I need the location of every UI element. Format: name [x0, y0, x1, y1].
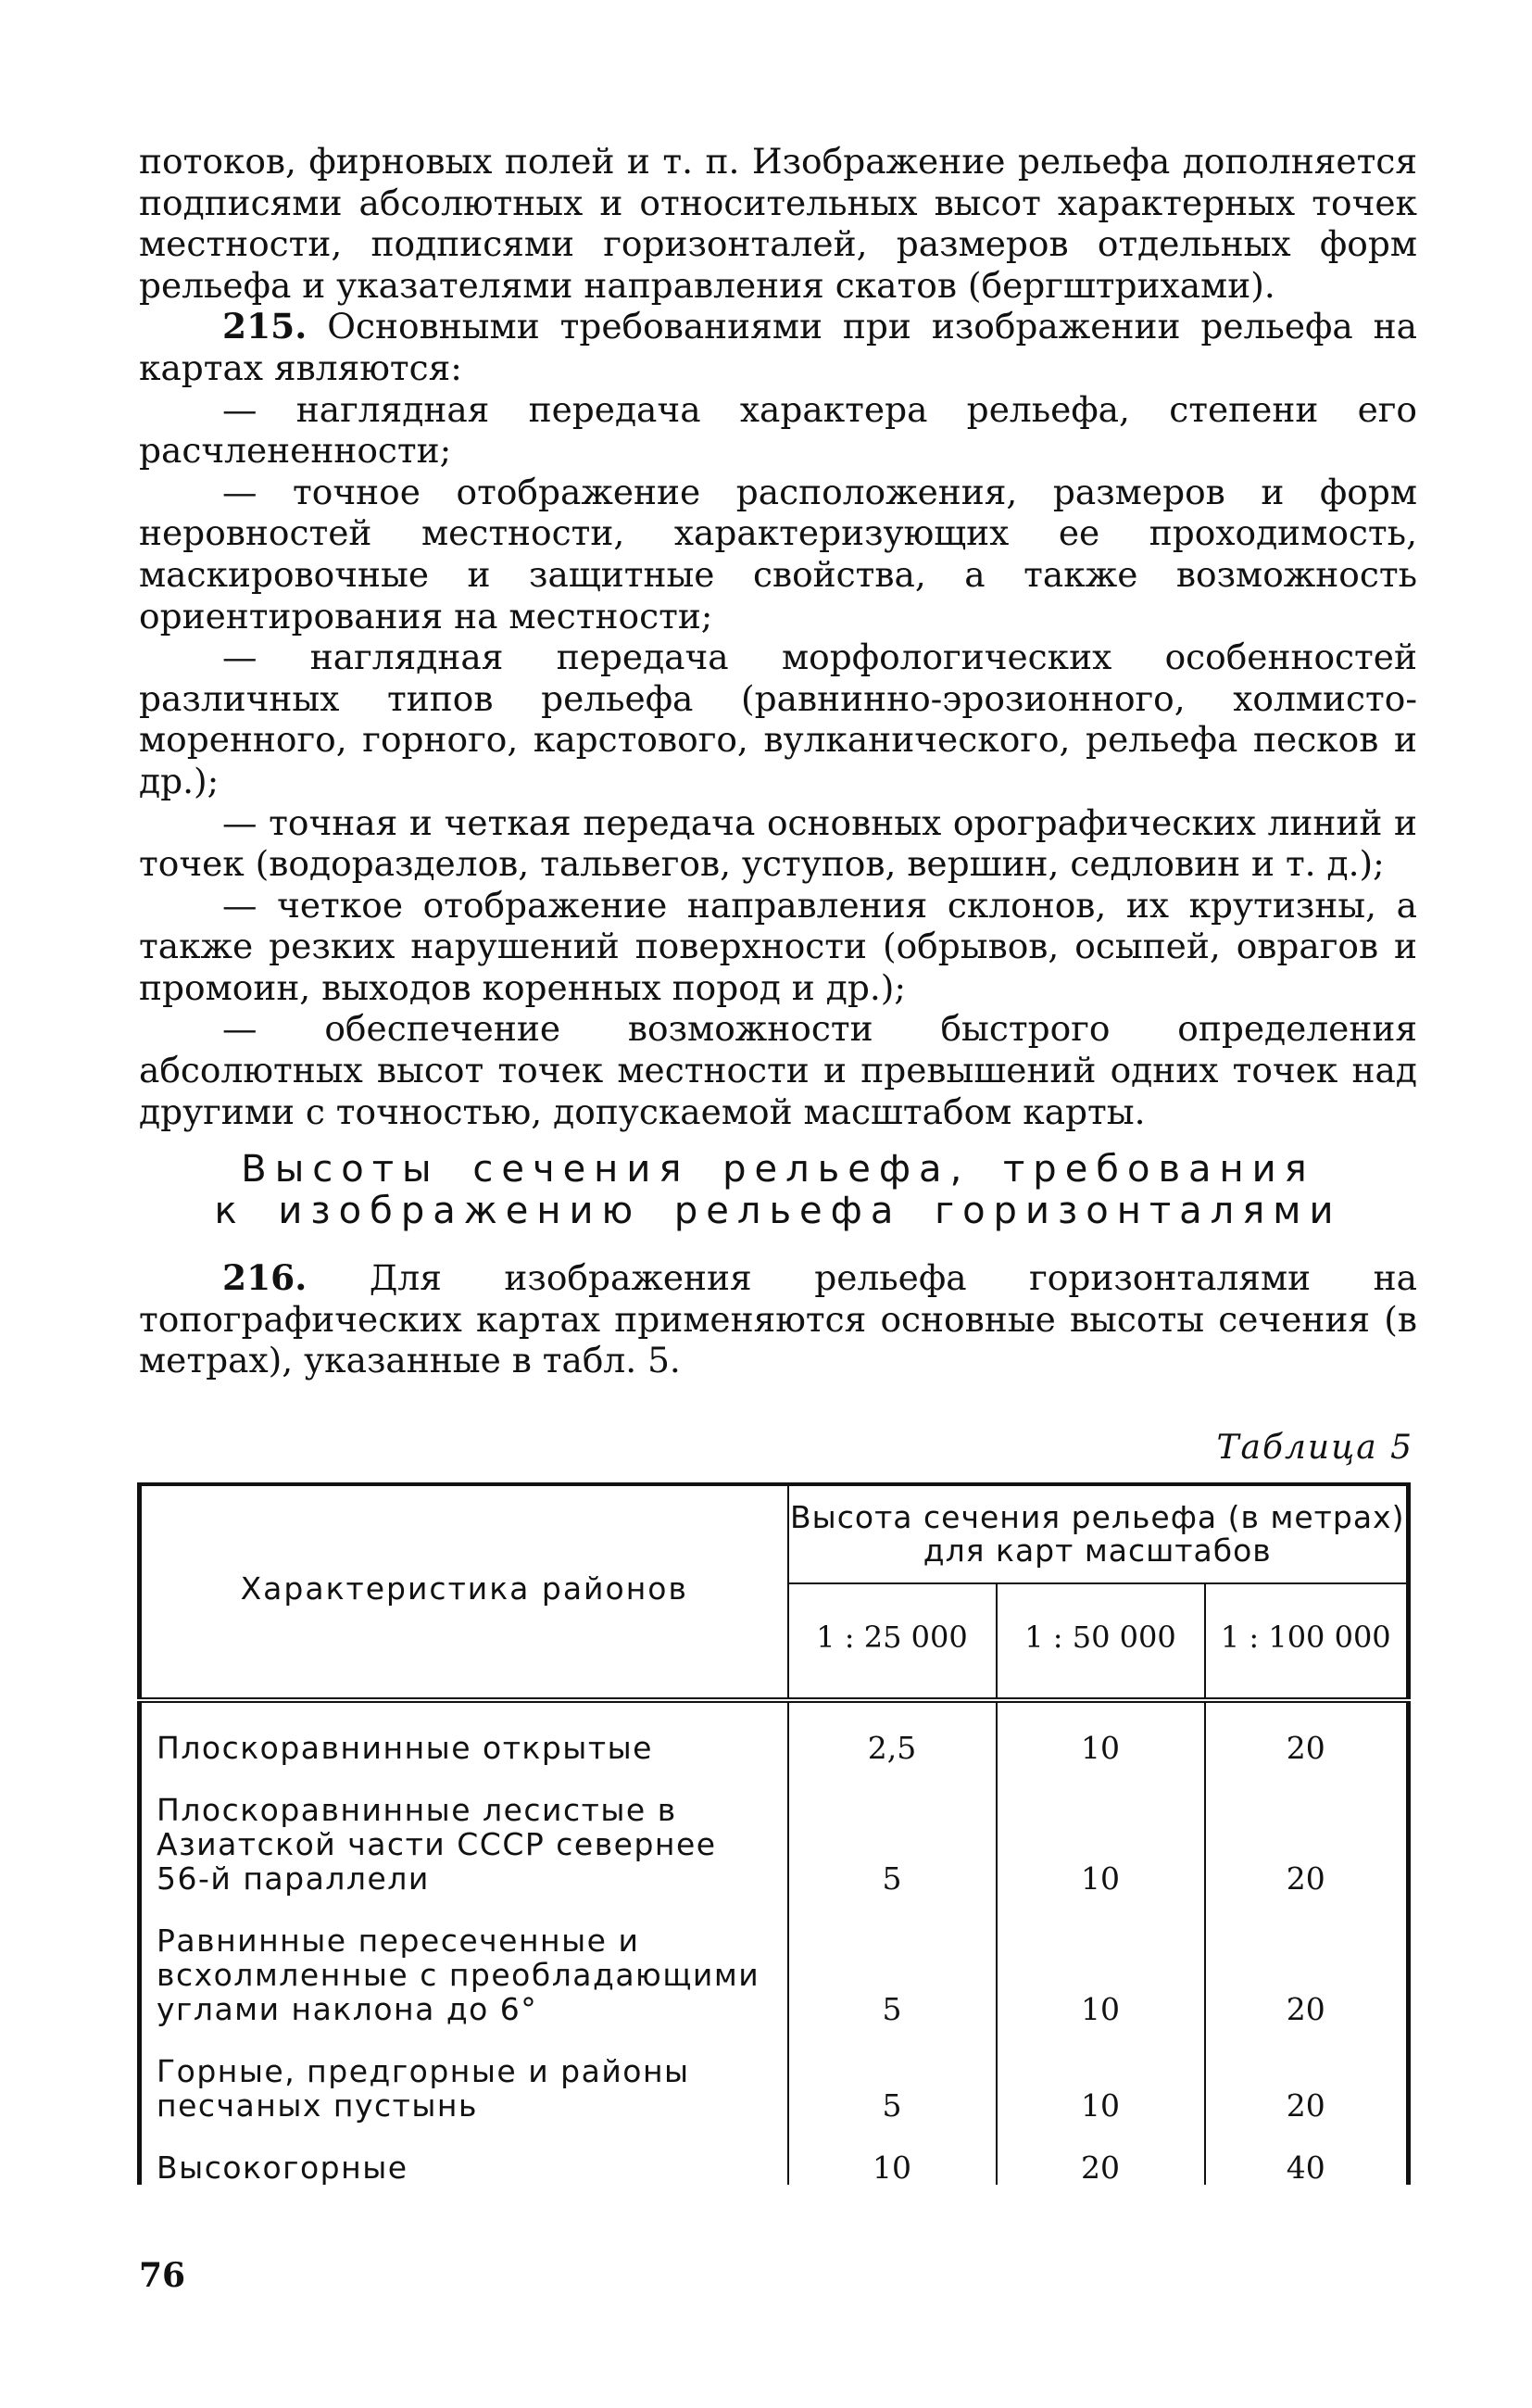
column-header-scale: 1 : 25 000: [788, 1583, 997, 1690]
region-name: Горные, предгорные и районы песчаных пустынь: [140, 2026, 788, 2123]
value-1-25000: 5: [788, 1896, 997, 2026]
value-1-50000: 10: [997, 1765, 1205, 1896]
relief-section-table: [137, 1482, 1411, 2185]
value-1-100000: 20: [1205, 1765, 1409, 1896]
paragraph-text: Для изображения рельефа горизонталями на топографических картах применяются основные высоты сечения (в метрах), указанные в табл. 5.: [139, 1257, 1417, 1381]
value-1-100000: 40: [1205, 2123, 1409, 2185]
paragraph-text: Основными требованиями при изображении рельефа на картах являются:: [139, 306, 1417, 388]
value-1-25000: 10: [788, 2123, 997, 2185]
table-row: [140, 1896, 1409, 2026]
column-header-scale: 1 : 100 000: [1205, 1583, 1409, 1690]
header-divider: [140, 1690, 1409, 1700]
section-heading-line: Высоты сечения рельефа, требования: [241, 1148, 1315, 1191]
region-name: Высокогорные: [140, 2123, 788, 2185]
value-1-100000: 20: [1205, 2026, 1409, 2123]
requirement-item: — обеспечение возможности быстрого определения абсолютных высот точек местности и превышений одних точек над другими с точностью, допускаемой масштабом карты.: [139, 1008, 1417, 1132]
paragraph-215: [139, 306, 1417, 388]
value-1-100000: 20: [1205, 1700, 1409, 1765]
section-heading-line: к изображению рельефа горизонталями: [214, 1190, 1342, 1232]
paragraph-number: 216.: [222, 1257, 308, 1298]
value-1-50000: 20: [997, 2123, 1205, 2185]
requirement-item: — четкое отображение направления склонов, их крутизны, а также резких нарушений поверхности (обрывов, осыпей, оврагов и промоин, выходов коренных пород и др.);: [139, 884, 1417, 1008]
table-header-row: [140, 1484, 1409, 1583]
column-header-characteristic: Характеристика районов: [140, 1484, 788, 1690]
table-row: [140, 2123, 1409, 2185]
value-1-25000: 2,5: [788, 1700, 997, 1765]
value-1-50000: 10: [997, 1700, 1205, 1765]
paragraph-216: [139, 1257, 1417, 1381]
value-1-25000: 5: [788, 2026, 997, 2123]
requirement-item: — наглядная передача морфологических особенностей различных типов рельефа (равнинно-эрозионного, холмисто-моренного, горного, карстового, вулканического, рельефа песков и др.);: [139, 637, 1417, 801]
body-text: [139, 141, 1417, 1132]
column-header-scale: 1 : 50 000: [997, 1583, 1205, 1690]
table-row: [140, 2026, 1409, 2123]
region-name: Плоскоравнинные лесистые в Азиатской части СССР севернее 56-й параллели: [140, 1765, 788, 1896]
page-number: 76: [139, 2256, 186, 2295]
value-1-50000: 10: [997, 2026, 1205, 2123]
requirement-item: — наглядная передача характера рельефа, степени его расчлененности;: [139, 388, 1417, 472]
requirement-item: — точное отображение расположения, размеров и форм неровностей местности, характеризующих ее проходимость, маскировочные и защитные свойства, а также возможность ориентирования на местности;: [139, 471, 1417, 637]
region-name: Равнинные пересеченные и всхолмленные с преобладающими углами наклона до 6°: [140, 1896, 788, 2026]
paragraph-continuation: потоков, фирновых полей и т. п. Изображение рельефа дополняется подписями абсолютных и относительных высот характерных точек местности, подписями горизонталей, размеров отдельных форм рельефа и указателями направления скатов (бергштрихами).: [139, 141, 1417, 306]
requirement-item: — точная и четкая передача основных орографических линий и точек (водоразделов, тальвегов, уступов, вершин, седловин и т. д.);: [139, 801, 1417, 885]
value-1-50000: 10: [997, 1896, 1205, 2026]
value-1-25000: 5: [788, 1765, 997, 1896]
paragraph-number: 215.: [222, 306, 308, 347]
table-row: [140, 1765, 1409, 1896]
column-group-header: Высота сечения рельефа (в метрах) для карт масштабов: [788, 1484, 1409, 1583]
table-row: [140, 1700, 1409, 1765]
region-name: Плоскоравнинные открытые: [140, 1700, 788, 1765]
section-heading: [139, 1149, 1417, 1232]
value-1-100000: 20: [1205, 1896, 1409, 2026]
table-5: [137, 1482, 1406, 2185]
table-caption: Таблица 5: [1216, 1429, 1413, 1467]
